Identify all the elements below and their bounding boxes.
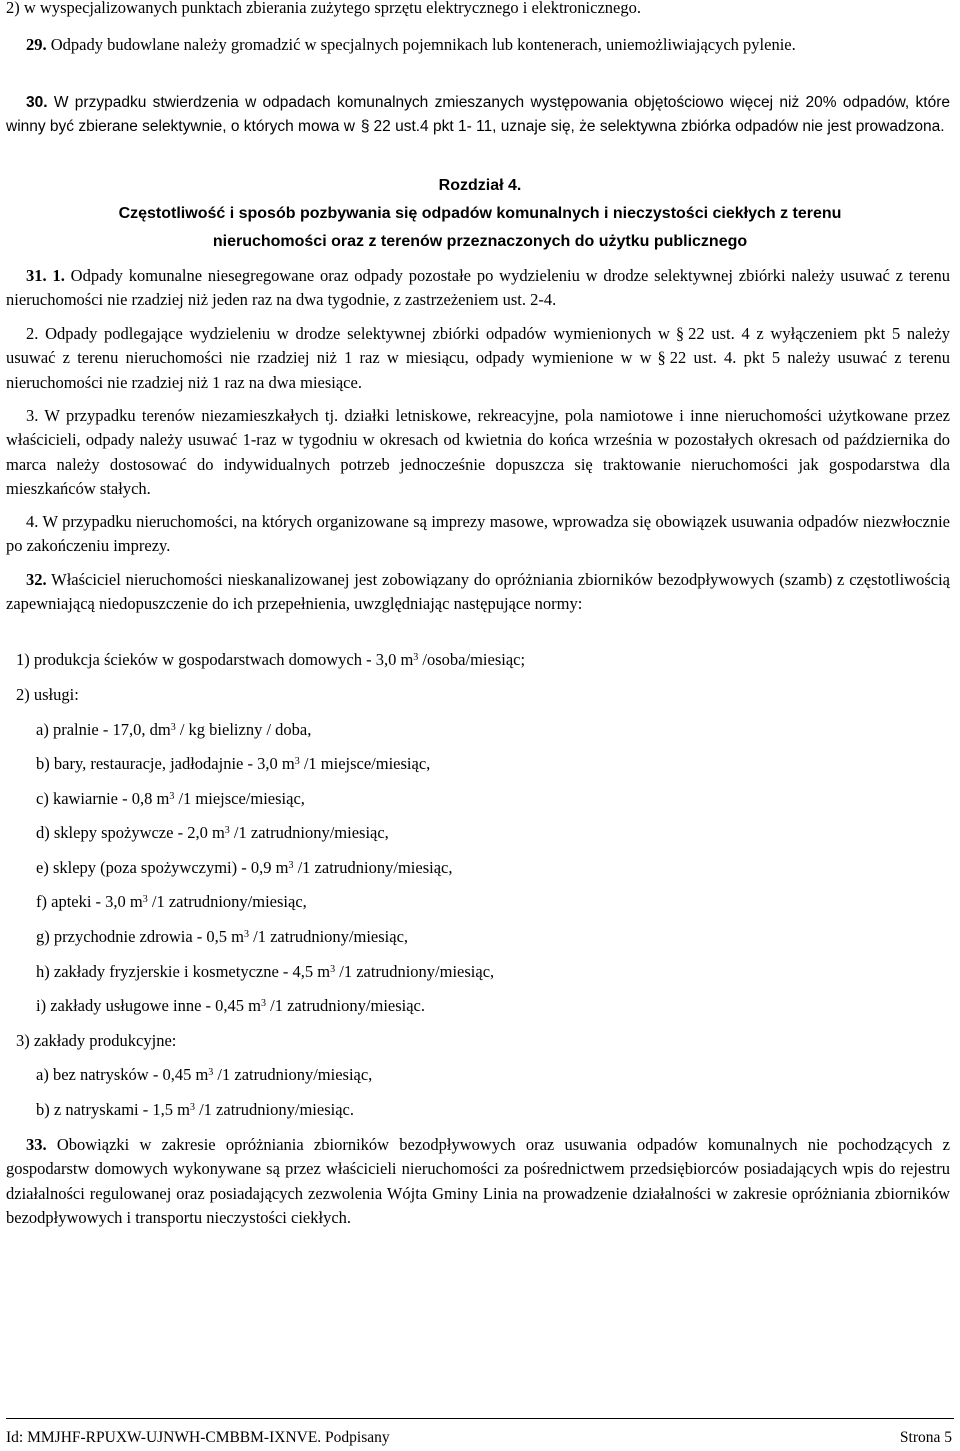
norm-item [16, 649, 525, 671]
section-symbol: § [675, 324, 685, 343]
paragraph-number: 29. [26, 35, 47, 54]
norm-item-exponent: 3 [170, 722, 176, 733]
section-symbol: § [657, 348, 666, 368]
norm-item-exponent: 3 [294, 756, 300, 767]
norm-item-text: b) bary, restauracje, jadłodajnie - 3,0 m [36, 754, 295, 773]
footer-document-id: Id: MMJHF-RPUXW-UJNWH-CMBBM-IXNVE. Podpisany [6, 1429, 390, 1446]
norm-item [36, 753, 430, 775]
paragraph-text: Odpady komunalne niesegregowane oraz odpady pozostałe po wydzieleniu w drodze selektywnej zbiórki należy usuwać z terenu nieruchomości nie rzadziej niż jeden raz na dwa tygodnie, z zastrzeżeniem ust. 2-4. [6, 266, 950, 310]
paragraph-number: 30. [26, 94, 48, 111]
norm-item-text: d) sklepy spożywcze - 2,0 m [36, 823, 225, 842]
footer-divider [6, 1418, 954, 1419]
norm-item [36, 822, 389, 844]
paragraph-text-cont: 22 ust. 4 z wyłączeniem pkt 5 należy usuwać z terenu nieruchomości nie rzadziej niż 1 raz w miesiącu, odpady wymienione w w [6, 324, 950, 368]
norm-item-unit: /1 zatrudniony/miesiąc, [335, 962, 495, 981]
norm-item-exponent: 3 [330, 964, 336, 975]
norm-item-unit: /1 zatrudniony/miesiąc, [213, 1065, 373, 1084]
norm-item-exponent: 3 [169, 791, 175, 802]
paragraph-text: Odpady podlegające wydzieleniu w drodze selektywnej zbiórki odpadów wymienionych w [38, 324, 670, 343]
norm-item-text: a) bez natrysków - 0,45 m [36, 1065, 209, 1084]
norm-item-text: i) zakłady usługowe inne - 0,45 m [36, 996, 261, 1015]
paragraph-31-2 [6, 322, 950, 395]
norm-item-exponent: 3 [288, 860, 294, 871]
paragraph-text: 3. W przypadku terenów niezamieszkałych tj. działki letniskowe, rekreacyjne, pola namiotowe i inne nieruchomości użytkowane przez właścicieli, odpady należy usuwać 1-raz w tygodniu w okresach od kwietnia do końca września w pozostałych okresach od października do marca należy dostosować do indywidualnych potrzeb jednocześnie dopuszcza się traktowanie nieruchomości jak gospodarstwa dla mieszkańców stałych. [6, 406, 950, 499]
paragraph-text: Obowiązki w zakresie opróżniania zbiorników bezodpływowych oraz usuwania odpadów komunalnych nie pochodzących z gospodarstw domowych wykonywane są przez właścicieli nieruchomości za pośrednictwem przedsiębiorców posiadających wpis do rejestru działalności regulowanej oraz posiadających zezwolenia Wójta Gminy Linia na prowadzenie działalności w zakresie opróżniania zbiorników bezodpływowych i transportu nieczystości ciekłych. [6, 1135, 950, 1228]
paragraph-32 [6, 568, 950, 617]
norm-item-exponent: 3 [142, 894, 148, 905]
paragraph-number: 31. 1. [26, 266, 65, 285]
paragraph-number: 33. [26, 1135, 47, 1154]
norm-item-exponent: 3 [261, 998, 266, 1009]
norm-item-text: 2) usługi: [16, 685, 79, 704]
paragraph-31-3 [6, 404, 950, 502]
norm-item-text: 1) produkcja ścieków w gospodarstwach domowych - 3,0 m [16, 650, 414, 669]
norm-item [36, 961, 494, 983]
paragraph-29 [6, 33, 950, 57]
paragraph-text-cont-2: 22 ust. 4. pkt 5 należy usuwać z terenu nieruchomości nie rzadziej niż 1 raz na dwa miesiące. [6, 348, 950, 392]
chapter-subtitle-line-1: Częstotliwość i sposób pozbywania się odpadów komunalnych i nieczystości ciekłych z terenu [118, 205, 842, 222]
norm-item [36, 995, 425, 1017]
section-symbol: § [360, 118, 370, 136]
chapter-subtitle-line-2: nieruchomości oraz z terenów przeznaczonych do użytku publicznego [212, 233, 748, 250]
norm-item [36, 719, 311, 741]
norm-item-exponent: 3 [244, 929, 250, 940]
norm-item-exponent: 3 [224, 825, 230, 836]
norm-item [36, 788, 305, 810]
norm-item [36, 1064, 372, 1086]
norm-item-exponent: 3 [208, 1067, 214, 1078]
paragraph-31-1 [6, 264, 950, 313]
paragraph-number: 2. [26, 324, 39, 343]
norm-item-text: f) apteki - 3,0 m [36, 892, 143, 911]
footer-page-number: Strona 5 [899, 1429, 952, 1446]
norm-item-unit: /1 miejsce/miesiąc, [174, 789, 305, 808]
norm-item-text: a) pralnie - 17,0, dm [36, 720, 171, 739]
norm-item [36, 891, 307, 913]
norm-item-unit: / kg bielizny / doba, [175, 720, 312, 739]
norm-item-exponent: 3 [413, 652, 419, 663]
paragraph-33 [6, 1133, 950, 1231]
norm-item [16, 684, 79, 706]
norm-item [36, 926, 408, 948]
norm-item-unit: /osoba/miesiąc; [418, 650, 526, 669]
norm-item [36, 1099, 354, 1121]
paragraph-number: 32. [26, 570, 47, 589]
paragraph-text: Właściciel nieruchomości nieskanalizowanej jest zobowiązany do opróżniania zbiorników bezodpływowych (szamb) z częstotliwością zapewniającą niedopuszczenie do ich przepełnienia, uwzględniając następujące normy: [6, 570, 950, 614]
paragraph-text-cont: 22 ust.4 pkt 1- 11, uznaje się, że selektywna zbiórka odpadów nie jest prowadzona. [373, 118, 945, 136]
norm-item [16, 1030, 176, 1052]
paragraph-text: 4. W przypadku nieruchomości, na których organizowane są imprezy masowe, wprowadza się obowiązek usuwania odpadów niezwłocznie po zakończeniu imprezy. [6, 512, 950, 556]
norm-item-text: h) zakłady fryzjerskie i kosmetyczne - 4,5 m [36, 962, 331, 981]
norm-item-unit: /1 miejsce/miesiąc, [299, 754, 431, 773]
norm-item-unit: /1 zatrudniony/miesiąc. [194, 1100, 354, 1119]
norm-item-text: g) przychodnie zdrowia - 0,5 m [36, 927, 245, 946]
norm-item-text: 3) zakłady produkcyjne: [16, 1031, 177, 1050]
norm-item-unit: /1 zatrudniony/miesiąc, [293, 858, 453, 877]
paragraph-text: Odpady budowlane należy gromadzić w specjalnych pojemnikach lub kontenerach, uniemożliwiających pylenie. [46, 35, 796, 54]
norm-item-unit: /1 zatrudniony/miesiąc, [229, 823, 389, 842]
list-item-2-collection-points [6, 0, 950, 20]
norm-item-text: e) sklepy (poza spożywczymi) - 0,9 m [36, 858, 289, 877]
paragraph-text: W przypadku stwierdzenia w odpadach komunalnych zmieszanych występowania objętościowo więcej niż 20% odpadów, które winny być zbierane selektywnie, o których mowa w [6, 94, 950, 136]
paragraph-31-4 [6, 510, 950, 559]
norm-item [36, 857, 452, 879]
norm-item-unit: /1 zatrudniony/miesiąc. [266, 996, 425, 1015]
norm-item-text: c) kawiarnie - 0,8 m [36, 789, 170, 808]
paragraph-30 [6, 91, 950, 140]
norm-item-unit: /1 zatrudniony/miesiąc, [147, 892, 307, 911]
norm-item-unit: /1 zatrudniony/miesiąc, [249, 927, 409, 946]
line-text: 2) w wyspecjalizowanych punktach zbierania zużytego sprzętu elektrycznego i elektronicznego. [6, 0, 641, 17]
chapter-title: Rozdział 4. [438, 177, 522, 194]
norm-item-exponent: 3 [189, 1102, 195, 1113]
norm-item-text: b) z natryskami - 1,5 m [36, 1100, 190, 1119]
